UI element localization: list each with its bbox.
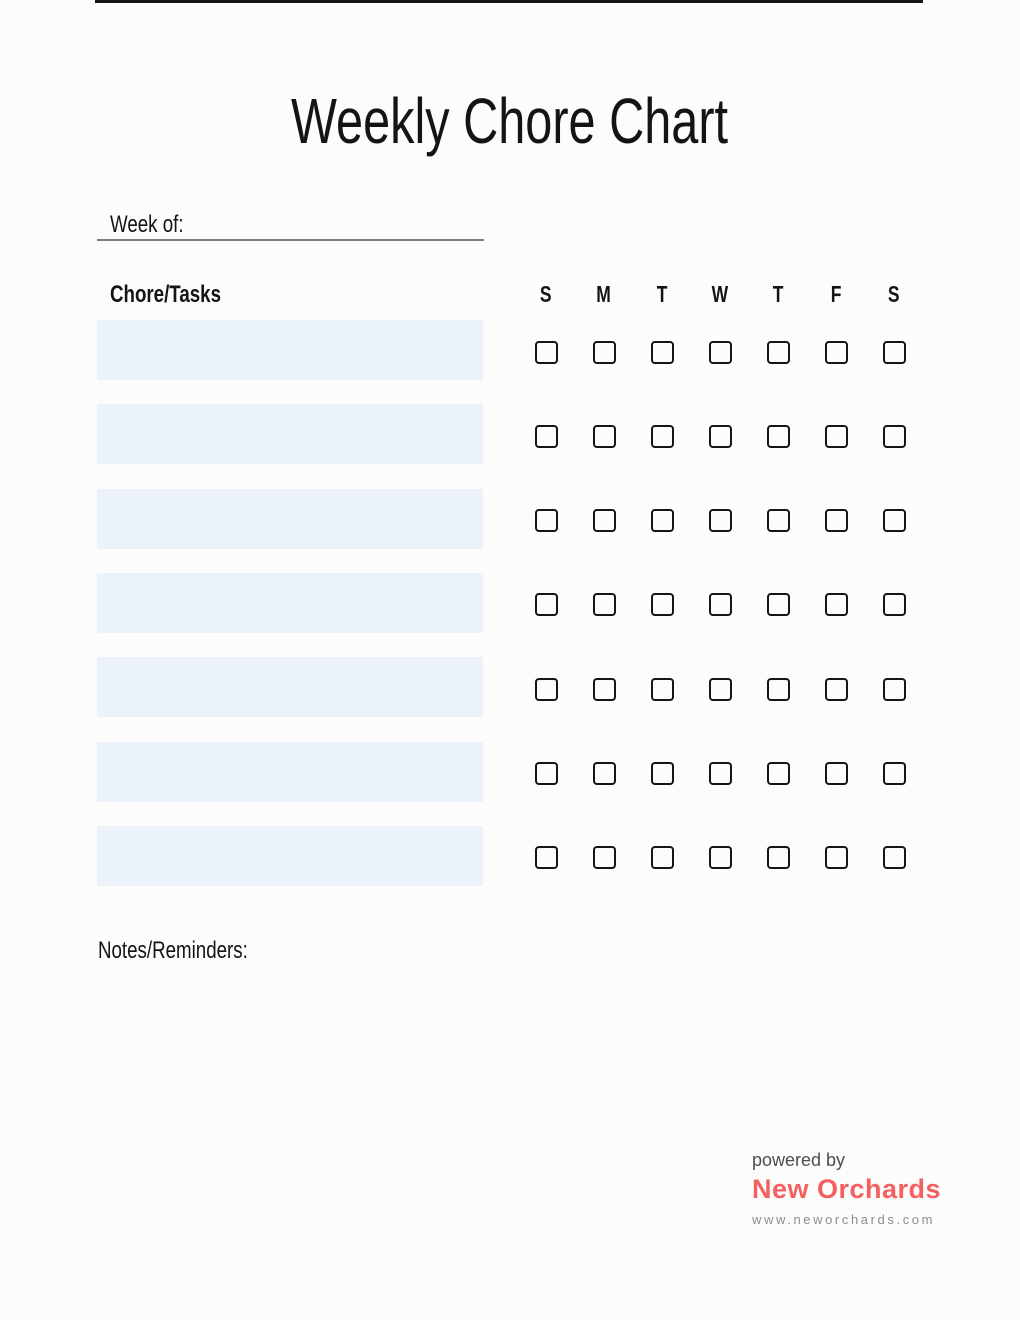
day-checkbox[interactable] (883, 762, 906, 785)
checkbox-cell (865, 762, 923, 785)
day-checkbox[interactable] (767, 593, 790, 616)
day-checkbox[interactable] (709, 425, 732, 448)
chore-input-box[interactable] (97, 573, 483, 633)
day-checkbox-strip (517, 742, 923, 802)
day-checkbox-strip (517, 489, 923, 549)
day-checkbox-strip (517, 657, 923, 717)
day-checkbox[interactable] (767, 509, 790, 532)
chore-row (0, 404, 1020, 464)
day-checkbox[interactable] (767, 341, 790, 364)
brand-name: New Orchards (752, 1174, 942, 1204)
day-header-sat: S (888, 281, 900, 307)
checkbox-cell (633, 846, 691, 869)
checkbox-cell (633, 341, 691, 364)
day-checkbox[interactable] (883, 593, 906, 616)
day-checkbox[interactable] (825, 509, 848, 532)
checkbox-cell (517, 846, 575, 869)
day-checkbox[interactable] (825, 762, 848, 785)
week-of-label: Week of: (110, 211, 184, 238)
checkbox-cell (749, 509, 807, 532)
checkbox-cell (575, 678, 633, 701)
chore-tasks-header: Chore/Tasks (110, 281, 221, 308)
checkbox-cell (691, 678, 749, 701)
checkbox-cell (807, 846, 865, 869)
checkbox-cell (749, 762, 807, 785)
checkbox-cell (749, 678, 807, 701)
day-checkbox[interactable] (593, 762, 616, 785)
checkbox-cell (517, 425, 575, 448)
day-checkbox[interactable] (825, 678, 848, 701)
day-checkbox[interactable] (651, 593, 674, 616)
day-checkbox-strip (517, 404, 923, 464)
day-checkbox[interactable] (825, 593, 848, 616)
day-checkbox[interactable] (593, 846, 616, 869)
day-checkbox[interactable] (883, 341, 906, 364)
day-checkbox[interactable] (767, 678, 790, 701)
day-checkbox[interactable] (825, 846, 848, 869)
page-title (0, 86, 1020, 156)
day-checkbox[interactable] (767, 425, 790, 448)
page-title-text: Weekly Chore Chart (291, 85, 729, 157)
chore-input-box[interactable] (97, 657, 483, 717)
checkbox-cell (807, 678, 865, 701)
checkbox-cell (575, 425, 633, 448)
day-checkbox[interactable] (709, 341, 732, 364)
checkbox-cell (865, 425, 923, 448)
checkbox-cell (633, 425, 691, 448)
chore-row (0, 320, 1020, 380)
checkbox-cell (807, 509, 865, 532)
day-checkbox-strip (517, 826, 923, 886)
checkbox-cell (807, 425, 865, 448)
checkbox-cell (749, 846, 807, 869)
day-checkbox[interactable] (535, 341, 558, 364)
chore-input-box[interactable] (97, 742, 483, 802)
chore-row (0, 742, 1020, 802)
day-checkbox[interactable] (593, 509, 616, 532)
checkbox-cell (749, 341, 807, 364)
day-checkbox[interactable] (825, 341, 848, 364)
day-checkbox[interactable] (593, 678, 616, 701)
checkbox-cell (575, 341, 633, 364)
chore-row (0, 573, 1020, 633)
day-checkbox[interactable] (535, 509, 558, 532)
checkbox-cell (575, 762, 633, 785)
checkbox-cell (691, 762, 749, 785)
chore-input-box[interactable] (97, 404, 483, 464)
day-checkbox[interactable] (593, 425, 616, 448)
day-checkbox[interactable] (709, 593, 732, 616)
checkbox-cell (865, 678, 923, 701)
day-header-tue: T (656, 281, 668, 307)
day-checkbox[interactable] (535, 425, 558, 448)
day-header-sun: S (540, 281, 552, 307)
day-checkbox[interactable] (767, 846, 790, 869)
day-header-thu: T (772, 281, 784, 307)
day-checkbox[interactable] (883, 678, 906, 701)
checkbox-cell (575, 846, 633, 869)
notes-reminders-label: Notes/Reminders: (98, 937, 248, 964)
day-checkbox[interactable] (651, 425, 674, 448)
day-checkbox[interactable] (535, 593, 558, 616)
day-checkbox[interactable] (883, 846, 906, 869)
checkbox-cell (865, 593, 923, 616)
checkbox-cell (691, 341, 749, 364)
chore-input-box[interactable] (97, 826, 483, 886)
footer (752, 1150, 941, 1227)
checkbox-cell (749, 425, 807, 448)
day-checkbox[interactable] (535, 762, 558, 785)
checkbox-cell (865, 846, 923, 869)
day-header-mon: M (596, 281, 612, 307)
week-of-input-line[interactable] (97, 239, 484, 241)
checkbox-cell (517, 593, 575, 616)
checkbox-cell (575, 593, 633, 616)
day-checkbox[interactable] (593, 341, 616, 364)
day-checkbox[interactable] (825, 425, 848, 448)
day-checkbox[interactable] (593, 593, 616, 616)
checkbox-cell (633, 762, 691, 785)
checkbox-cell (633, 678, 691, 701)
day-checkbox[interactable] (651, 509, 674, 532)
chore-input-box[interactable] (97, 489, 483, 549)
checkbox-cell (807, 762, 865, 785)
day-checkbox[interactable] (535, 678, 558, 701)
day-headers (517, 281, 923, 311)
day-checkbox[interactable] (651, 341, 674, 364)
day-checkbox[interactable] (709, 846, 732, 869)
chore-row (0, 489, 1020, 549)
day-checkbox[interactable] (709, 509, 732, 532)
day-checkbox-strip (517, 573, 923, 633)
checkbox-cell (575, 509, 633, 532)
checkbox-cell (517, 509, 575, 532)
day-header-wed: W (711, 281, 729, 307)
brand-website: www.neworchards.com (752, 1212, 936, 1227)
powered-by-text: powered by (752, 1150, 846, 1170)
day-checkbox[interactable] (651, 846, 674, 869)
day-checkbox[interactable] (651, 762, 674, 785)
checkbox-cell (865, 509, 923, 532)
day-checkbox[interactable] (883, 425, 906, 448)
checkbox-cell (691, 846, 749, 869)
day-checkbox-strip (517, 320, 923, 380)
day-checkbox[interactable] (709, 678, 732, 701)
chore-row (0, 826, 1020, 886)
checkbox-cell (517, 678, 575, 701)
day-header-fri: F (830, 281, 842, 307)
day-checkbox[interactable] (535, 846, 558, 869)
checkbox-cell (865, 341, 923, 364)
day-checkbox[interactable] (767, 762, 790, 785)
day-checkbox[interactable] (883, 509, 906, 532)
checkbox-cell (691, 425, 749, 448)
day-checkbox[interactable] (651, 678, 674, 701)
checkbox-cell (633, 593, 691, 616)
checkbox-cell (517, 762, 575, 785)
chore-input-box[interactable] (97, 320, 483, 380)
checkbox-cell (749, 593, 807, 616)
checkbox-cell (633, 509, 691, 532)
checkbox-cell (517, 341, 575, 364)
notes-line-4[interactable] (95, 0, 923, 3)
checkbox-cell (691, 593, 749, 616)
checkbox-cell (807, 341, 865, 364)
day-checkbox[interactable] (709, 762, 732, 785)
checkbox-cell (807, 593, 865, 616)
checkbox-cell (691, 509, 749, 532)
chore-row (0, 657, 1020, 717)
